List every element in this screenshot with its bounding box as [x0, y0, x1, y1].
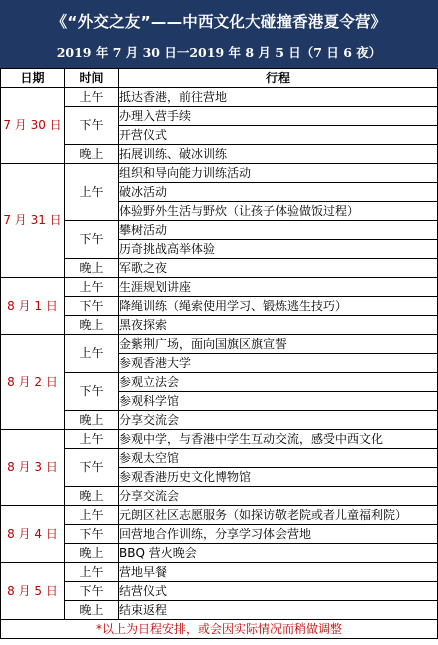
- period-cell: 晚上: [65, 544, 119, 563]
- itinerary-body: [1, 88, 438, 620]
- activity-cell: 参观太空馆: [119, 449, 438, 468]
- period-cell: 晚上: [65, 316, 119, 335]
- activity-cell: 开营仪式: [119, 126, 438, 145]
- date-cell: 8 月 4 日: [1, 506, 65, 563]
- date-range: 2019 年 7 月 30 日一2019 年 8 月 5 日（7 日 6 夜）: [56, 45, 382, 60]
- activity-cell: 参观立法会: [119, 373, 438, 392]
- footnote: *以上为日程安排，或会因实际情况而稍做调整: [1, 620, 438, 639]
- period-cell: 上午: [65, 335, 119, 373]
- activity-cell: 结营仪式: [119, 582, 438, 601]
- table-row: [1, 582, 438, 601]
- table-row: [1, 487, 438, 506]
- table-row: [1, 373, 438, 392]
- period-cell: 下午: [65, 525, 119, 544]
- title-banner: [0, 0, 438, 68]
- table-row: [1, 259, 438, 278]
- period-cell: 上午: [65, 88, 119, 107]
- table-row: [1, 563, 438, 582]
- footnote-row: [1, 620, 438, 639]
- date-cell: 8 月 1 日: [1, 278, 65, 335]
- activity-cell: 黑夜探索: [119, 316, 438, 335]
- table-row: [1, 544, 438, 563]
- activity-cell: 结束返程: [119, 601, 438, 620]
- activity-cell: 参观香港大学: [119, 354, 438, 373]
- page-title: 《“外交之友”——中西文化大碰撞香港夏令营》: [51, 13, 387, 31]
- period-cell: 上午: [65, 506, 119, 525]
- activity-cell: 回营地合作训练，分享学习体会营地: [119, 525, 438, 544]
- column-header-date: 日期: [1, 69, 65, 88]
- activity-cell: 抵达香港，前往营地: [119, 88, 438, 107]
- period-cell: 下午: [65, 221, 119, 259]
- activity-cell: 拓展训练、破冰训练: [119, 145, 438, 164]
- period-cell: 晚上: [65, 411, 119, 430]
- period-cell: 下午: [65, 297, 119, 316]
- table-row: [1, 449, 438, 468]
- table-row: [1, 107, 438, 126]
- date-cell: 8 月 2 日: [1, 335, 65, 430]
- table-row: [1, 164, 438, 183]
- table-row: [1, 145, 438, 164]
- activity-cell: BBQ 营火晚会: [119, 544, 438, 563]
- activity-cell: 金紫荆广场，面向国旗区旗宣誓: [119, 335, 438, 354]
- activity-cell: 军歌之夜: [119, 259, 438, 278]
- activity-cell: 生涯规划讲座: [119, 278, 438, 297]
- period-cell: 下午: [65, 373, 119, 411]
- activity-cell: 参观香港历史文化博物馆: [119, 468, 438, 487]
- table-row: [1, 525, 438, 544]
- table-row: [1, 88, 438, 107]
- table-row: [1, 601, 438, 620]
- period-cell: 晚上: [65, 487, 119, 506]
- period-cell: 晚上: [65, 145, 119, 164]
- activity-cell: 元朗区社区志愿服务（如探访敬老院或者儿童福利院）: [119, 506, 438, 525]
- activity-cell: 营地早餐: [119, 563, 438, 582]
- table-header-row: [1, 69, 438, 88]
- period-cell: 下午: [65, 582, 119, 601]
- activity-cell: 攀树活动: [119, 221, 438, 240]
- date-cell: 7 月 30 日: [1, 88, 65, 164]
- table-row: [1, 221, 438, 240]
- table-row: [1, 506, 438, 525]
- column-header-period: 时间: [65, 69, 119, 88]
- column-header-itinerary: 行程: [119, 69, 438, 88]
- period-cell: 晚上: [65, 601, 119, 620]
- activity-cell: 参观中学，与香港中学生互动交流，感受中西文化: [119, 430, 438, 449]
- table-row: [1, 297, 438, 316]
- activity-cell: 分享交流会: [119, 411, 438, 430]
- period-cell: 上午: [65, 563, 119, 582]
- activity-cell: 体验野外生活与野炊（让孩子体验做饭过程）: [119, 202, 438, 221]
- itinerary-table: [0, 68, 438, 639]
- activity-cell: 组织和导向能力训练活动: [119, 164, 438, 183]
- date-cell: 7 月 31 日: [1, 164, 65, 278]
- period-cell: 上午: [65, 278, 119, 297]
- activity-cell: 降绳训练（绳索使用学习、锻炼逃生技巧）: [119, 297, 438, 316]
- activity-cell: 办理入营手续: [119, 107, 438, 126]
- table-row: [1, 335, 438, 354]
- period-cell: 晚上: [65, 259, 119, 278]
- date-cell: 8 月 5 日: [1, 563, 65, 620]
- period-cell: 下午: [65, 449, 119, 487]
- table-row: [1, 316, 438, 335]
- table-row: [1, 430, 438, 449]
- period-cell: 下午: [65, 107, 119, 145]
- activity-cell: 分享交流会: [119, 487, 438, 506]
- table-row: [1, 278, 438, 297]
- date-cell: 8 月 3 日: [1, 430, 65, 506]
- table-row: [1, 411, 438, 430]
- activity-cell: 历奇挑战高举体验: [119, 240, 438, 259]
- activity-cell: 破冰活动: [119, 183, 438, 202]
- period-cell: 上午: [65, 430, 119, 449]
- activity-cell: 参观科学馆: [119, 392, 438, 411]
- period-cell: 上午: [65, 164, 119, 221]
